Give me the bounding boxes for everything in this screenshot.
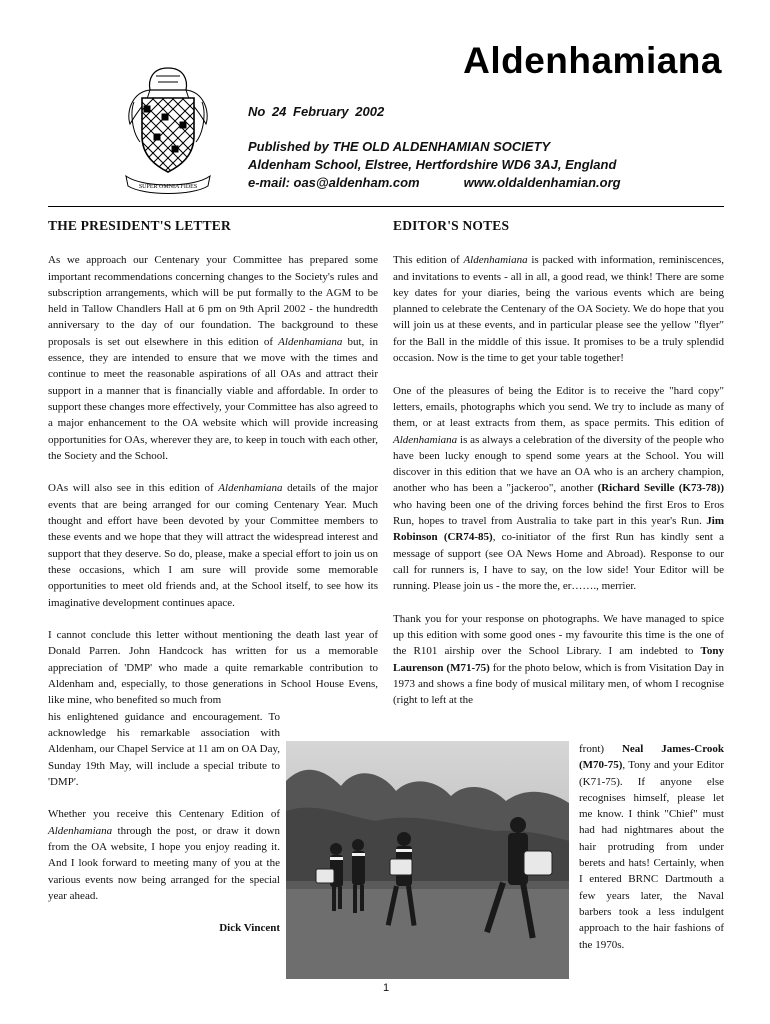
- presidents-letter-paragraph: I cannot conclude this letter without mentioning the death last year of Donald Parren. John Handcock has written for us a memorable appreciation of 'DMP' who made a quite remarkable contribution to Aldenham and, especially, to those generations in School House Evens, like mine, who benefited so much from: [48, 629, 378, 707]
- signature: Dick Vincent: [219, 922, 280, 935]
- publisher-contact: [248, 174, 621, 192]
- publisher-address: Aldenham School, Elstree, Hertfordshire WD6 3AJ, England: [248, 157, 617, 172]
- publisher-name: Published by THE OLD ALDENHAMIAN SOCIETY: [248, 139, 551, 154]
- publisher-block: [248, 138, 621, 192]
- page-number: 1: [383, 982, 390, 994]
- header-divider: [48, 206, 724, 207]
- editors-notes-paragraph: Thank you for your response on photographs. We have managed to spice up this edition with some good ones - my favourite this time is the one of the R101 airship over the School Library. I am indebted to Tony Laurenson (M71-75) for the photo below, which is from Visitation Day in 1973 and shows a fine body of musical military men, of whom I recognise (right to left at the: [393, 612, 724, 707]
- crest-motto: SUPER OMNIA FIDES: [138, 184, 198, 190]
- email-link[interactable]: e-mail: oas@aldenham.com: [248, 175, 420, 190]
- editors-notes-paragraph: One of the pleasures of being the Editor is to receive the "hard copy" letters, emails, photographs which you send. We try to include as many of them, or at least extracts from them, as space permits. This edition of Aldenhamiana is as always a celebration of the diversity of the people who have been lucky enough to spend some years at the School. You will discover in this edition that we have an OA who is an archery champion, another who has been a "jackeroo", another (Richard Seville (K73-78)) who having been one of the driving forces behind the first Eros to Eros Run, hopes to travel from Australia to take part in this year's Run. Jim Robinson (CR74-85), co-initiator of the first Run has kindly sent a message of support (see OA News Home and Abroad). Response to our call for runners is, I have to say, on the low side! Your Editor will be running. Please join us - the more the, er……., merrier.: [393, 384, 725, 593]
- presidents-letter-paragraph: Whether you receive this Centenary Edition of Aldenhamiana through the post, or draw it down from the OA website, I hope you enjoy reading it. And I look forward to meeting many of you at the various events now being arranged for the special year ahead.: [48, 808, 280, 902]
- society-crest-logo: [122, 62, 214, 198]
- issue-info: No 24 February 2002: [248, 104, 385, 119]
- presidents-letter-paragraph: OAs will also see in this edition of Aldenhamiana details of the major events that are being arranged for our coming Centenary Year. Much thought and effort have been devoted by your Committee members to these events and we hope that they will attract the widespread interest and support that they deserve. So do, please, make a special effort to join us on these occasions, which I am sure will provide some memorable opportunities to meet old friends and, at the School itself, to see how its imaginative development continues apace.: [48, 482, 378, 609]
- publication-title: Aldenhamiana: [463, 40, 722, 81]
- editors-notes-heading: EDITOR'S NOTES: [393, 218, 510, 233]
- website-link[interactable]: www.oldaldenhamian.org: [463, 175, 621, 190]
- presidents-letter-paragraph: As we approach our Centenary your Committee has prepared some important recommendations concerning changes to the Society's rules and subscription arrangements, which will be put formally to the AGM to be held in Tallow Chandlers Hall at 6 pm on 9th April 2002 - the hundredth anniversary to the day of our foundation. The background to these proposals is set out elsewhere in this edition of Aldenhamiana but, in essence, they are intended to ensure that we move with the times and continue to meet the reasonable aspirations of all OAs and attract their support in a manner that is financially viable and affordable. In order to support these changes more effectively, your Committee has also agreed to a major enhancement to the OA website which will provide increasing opportunities for OAs, wherever they are, to keep in touch with each other, the Society and the School.: [48, 254, 378, 462]
- presidents-letter-paragraph: his enlightened guidance and encouragement. To acknowledge his remarkable association with Aldenham, our Chapel Service at 11 am on OA Day, Sunday 19th May, will include a special tribute to 'DMP'.: [48, 710, 280, 788]
- band-photograph: [286, 741, 569, 979]
- editors-notes-paragraph: This edition of Aldenhamiana is packed with information, reminiscences, and invitations to events - all in all, a good read, we think! There are some key dates for your diaries, being the various events which are being planned to celebrate the Centenary of the OA Society. We do hope that you will join us at these events, and in particular please see the yellow "flyer" for the Ball in the middle of this issue. It promises to be a truly splendid occasion. Now is the time to get your table together!: [393, 254, 724, 365]
- editors-notes-column: [393, 218, 724, 725]
- photo-caption: front) Neal James-Crook (M70-75), Tony and your Editor (K71-75). If anyone else recognises himself, please let me know. I think "Chief" must had had nightmares about the hair protruding from under berets and hats! Certainly, when I entered BRNC Dartmouth a few years later, the Naval barbers took a less indulgent approach to the hair fashions of the 1970s.: [579, 743, 724, 951]
- presidents-letter-heading: THE PRESIDENT'S LETTER: [48, 218, 231, 233]
